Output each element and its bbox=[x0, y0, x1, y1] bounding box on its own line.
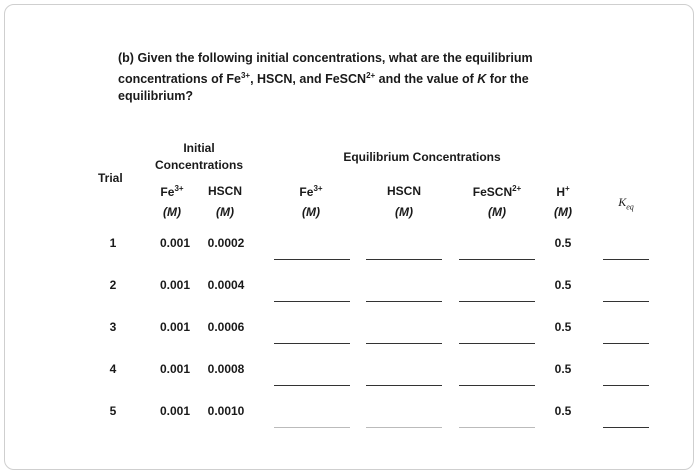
init-hscn-value: 0.0008 bbox=[207, 362, 245, 376]
col-eq-hscn-unit: (M) bbox=[395, 205, 413, 219]
question-text: (b) Given the following initial concentrations, what are the equilibrium concentrations of $Fe^{3+}$, HSCN, and FeSCN$^{2+}$ and the value of K for the equilibrium? bbox=[118, 51, 533, 103]
keq-blank[interactable] bbox=[603, 343, 649, 344]
h-value: 0.5 bbox=[554, 404, 572, 418]
col-init-hscn-unit: (M) bbox=[216, 205, 234, 219]
h-value: 0.5 bbox=[554, 362, 572, 376]
initial-concentrations-header: Initial Concentrations bbox=[154, 141, 243, 172]
keq-blank[interactable] bbox=[603, 427, 649, 428]
h-value: 0.5 bbox=[554, 320, 572, 334]
eq-hscn-blank[interactable] bbox=[366, 259, 442, 260]
init-fe-value: 0.001 bbox=[159, 362, 191, 376]
col-init-fe-unit: (M) bbox=[163, 205, 181, 219]
h-value: 0.5 bbox=[554, 236, 572, 250]
trial-number: 5 bbox=[109, 404, 117, 418]
trial-number: 2 bbox=[109, 278, 117, 292]
col-eq-fe-header: $Fe^{3+}$ bbox=[299, 184, 323, 199]
eq-fescn-blank[interactable] bbox=[459, 259, 535, 260]
eq-fe-blank[interactable] bbox=[274, 343, 350, 344]
h-value: 0.5 bbox=[554, 278, 572, 292]
init-fe-value: 0.001 bbox=[159, 236, 191, 250]
init-fe-value: 0.001 bbox=[159, 320, 191, 334]
eq-fe-blank[interactable] bbox=[274, 427, 350, 428]
init-hscn-value: 0.0004 bbox=[207, 278, 245, 292]
col-eq-fescn-unit: (M) bbox=[488, 205, 506, 219]
trial-number: 4 bbox=[109, 362, 117, 376]
col-keq-header: $K_{eq}$ bbox=[618, 195, 634, 212]
eq-fe-blank[interactable] bbox=[274, 385, 350, 386]
eq-hscn-blank[interactable] bbox=[366, 343, 442, 344]
eq-hscn-blank[interactable] bbox=[366, 301, 442, 302]
eq-hscn-blank[interactable] bbox=[366, 427, 442, 428]
keq-blank[interactable] bbox=[603, 301, 649, 302]
keq-blank[interactable] bbox=[603, 385, 649, 386]
col-init-fe-header: $Fe^{3+}$ bbox=[160, 184, 184, 199]
col-eq-fe-unit: (M) bbox=[302, 205, 320, 219]
init-fe-value: 0.001 bbox=[159, 404, 191, 418]
eq-hscn-blank[interactable] bbox=[366, 385, 442, 386]
col-h-header: H+ bbox=[556, 184, 570, 199]
eq-fe-blank[interactable] bbox=[274, 301, 350, 302]
trial-number: 1 bbox=[109, 236, 117, 250]
init-hscn-value: 0.0010 bbox=[207, 404, 245, 418]
trial-number: 3 bbox=[109, 320, 117, 334]
question-label: (b) bbox=[118, 51, 134, 65]
eq-fescn-blank[interactable] bbox=[459, 427, 535, 428]
col-eq-hscn-header: HSCN bbox=[386, 184, 422, 198]
keq-blank[interactable] bbox=[603, 259, 649, 260]
equilibrium-concentrations-header: Equilibrium Concentrations bbox=[343, 150, 501, 164]
init-fe-value: 0.001 bbox=[159, 278, 191, 292]
eq-fescn-blank[interactable] bbox=[459, 301, 535, 302]
init-hscn-value: 0.0006 bbox=[207, 320, 245, 334]
eq-fescn-blank[interactable] bbox=[459, 343, 535, 344]
trial-header: Trial bbox=[98, 171, 123, 185]
col-h-unit: (M) bbox=[554, 205, 572, 219]
col-init-hscn-header: HSCN bbox=[207, 184, 243, 198]
col-eq-fescn-header: FeSCN$^{2+}$ bbox=[472, 184, 522, 199]
eq-fescn-blank[interactable] bbox=[459, 385, 535, 386]
eq-fe-blank[interactable] bbox=[274, 259, 350, 260]
init-hscn-value: 0.0002 bbox=[207, 236, 245, 250]
